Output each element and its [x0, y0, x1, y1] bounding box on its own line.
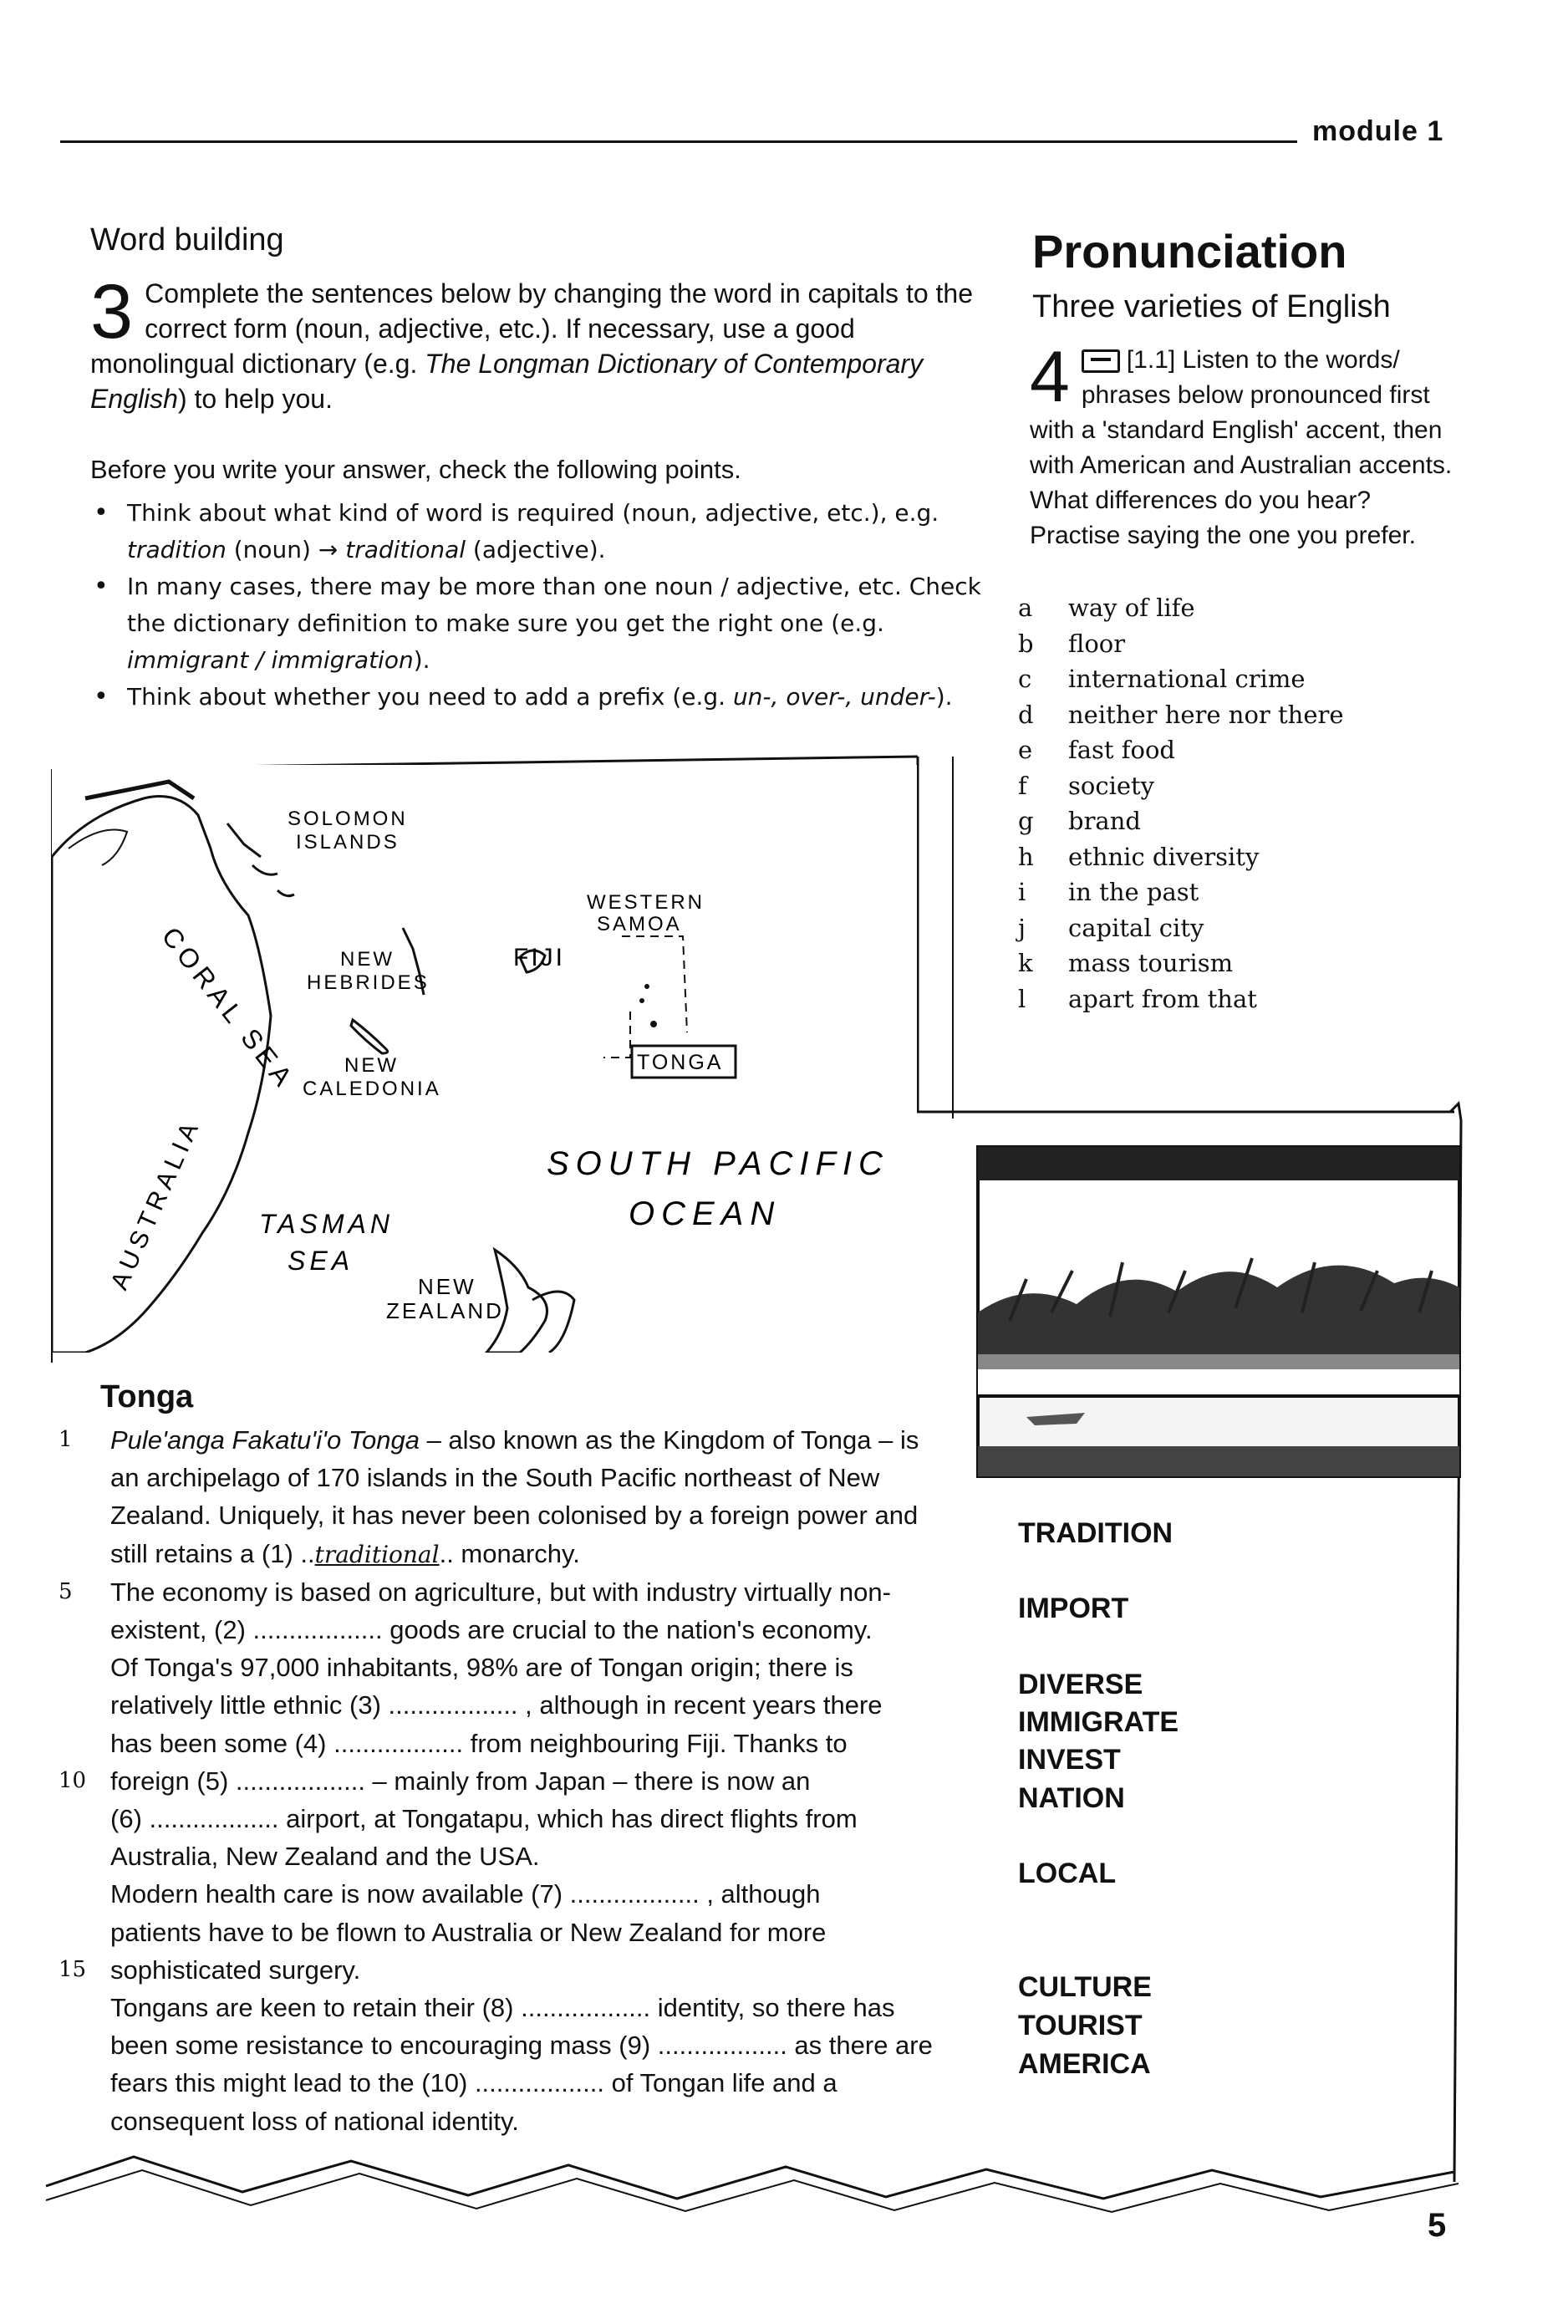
exercise-number: 3: [90, 269, 134, 354]
page-number: 5: [1428, 2207, 1447, 2244]
passage-title: Tonga: [100, 1379, 194, 1414]
map-label-sea: SEA: [288, 1246, 354, 1276]
passage-line: (6) .................. airport, at Tongatapu, which has direct flights from: [110, 1804, 858, 1834]
list-item: [1018, 874, 1344, 910]
checkpoint-item: [90, 679, 993, 716]
list-item: [1018, 803, 1344, 839]
item-text: neither here nor there: [1068, 700, 1344, 729]
capital-word: CULTURE: [1018, 1971, 1152, 2003]
passage-line: consequent loss of national identity.: [110, 2106, 519, 2136]
checkpoint-text: ).: [413, 646, 430, 674]
item-text: mass tourism: [1068, 949, 1234, 977]
item-letter: i: [1018, 878, 1026, 906]
instruction-text-end: ) to help you.: [177, 384, 333, 414]
cassette-icon: [1082, 349, 1120, 373]
passage-line: patients have to be flown to Australia or New Zealand for more: [110, 1917, 827, 1947]
item-letter: k: [1018, 949, 1033, 977]
passage-line: been some resistance to encouraging mass (9) .................. as there are: [110, 2031, 933, 2061]
item-letter: g: [1018, 807, 1034, 835]
passage-line: [59, 1535, 970, 1573]
map-label-samoa: SAMOA: [597, 913, 682, 935]
example-word: un-, over-, under-: [732, 683, 936, 711]
checkpoint-text: In many cases, there may be more than one noun / adjective, etc. Check the dictionary definition to make sure you get the right one (e.g.: [127, 573, 981, 637]
capital-word: IMPORT: [1018, 1593, 1129, 1624]
checkpoint-text: (adjective).: [466, 536, 606, 563]
item-letter: e: [1018, 736, 1033, 764]
tonga-passage: [59, 1413, 970, 2140]
item-letter: f: [1018, 771, 1027, 800]
passage-line: Zealand. Uniquely, it has never been colonised by a foreign power and: [110, 1501, 919, 1531]
item-letter: b: [1018, 629, 1034, 658]
map-label-solomon-islands: ISLANDS: [296, 831, 400, 854]
list-item: [1018, 839, 1344, 875]
checkpoint-item: [90, 495, 993, 568]
map-label-new-caledonia-2: CALEDONIA: [303, 1078, 441, 1100]
capital-word: TOURIST: [1018, 2010, 1143, 2041]
checkpoint-text: ).: [935, 683, 953, 711]
passage-text: foreign (5) .................. – mainly from Japan – there is now an: [110, 1766, 811, 1796]
passage-line: [59, 1951, 970, 1989]
passage-line: an archipelago of 170 islands in the South Pacific northeast of New: [110, 1463, 880, 1493]
capital-word: NATION: [1018, 1782, 1125, 1814]
passage-line: [59, 1421, 970, 1459]
passage-line: existent, (2) .................. goods are crucial to the nation's economy.: [110, 1615, 873, 1645]
checkpoint-text: Think about what kind of word is required (noun, adjective, etc.), e.g.: [127, 499, 939, 527]
item-text: apart from that: [1068, 984, 1257, 1013]
list-item: [1018, 910, 1344, 946]
pronunciation-title: Pronunciation: [1032, 225, 1347, 278]
example-word: traditional: [345, 536, 466, 563]
item-text: society: [1068, 771, 1155, 800]
exercise-4-instruction: [1030, 337, 1464, 553]
tonga-shoreline-photo: [976, 1145, 1461, 1478]
line-number: 5: [59, 1578, 73, 1604]
item-text: ethnic diversity: [1068, 842, 1260, 871]
map-label-south-pacific: SOUTH PACIFIC: [547, 1145, 889, 1182]
header-rule: [60, 140, 1297, 143]
list-item: [1018, 945, 1344, 981]
map-label-fiji: FIJI: [513, 944, 565, 971]
capital-word: LOCAL: [1018, 1858, 1117, 1889]
check-intro: Before you write your answer, check the following points.: [90, 455, 741, 484]
passage-line: fears this might lead to the (10) .................. of Tongan life and a: [110, 2068, 837, 2098]
item-text: capital city: [1068, 913, 1204, 942]
map-label-australia: AUSTRALIA: [105, 1114, 206, 1294]
passage-line: [59, 1573, 970, 1611]
pronunciation-list: [1018, 590, 1344, 1017]
map-label-western: WESTERN: [587, 891, 705, 914]
checkpoint-text: (noun) →: [226, 536, 346, 563]
south-pacific-map: [52, 765, 917, 1353]
item-text: floor: [1068, 629, 1126, 658]
pronunciation-subtitle: Three varieties of English: [1032, 289, 1391, 324]
passage-line: has been some (4) .................. from neighbouring Fiji. Thanks to: [110, 1728, 848, 1758]
item-letter: j: [1018, 913, 1026, 942]
list-item: [1018, 590, 1344, 626]
exercise-3-instruction: [90, 269, 993, 416]
passage-line: Modern health care is now available (7) .................. , although: [110, 1879, 821, 1909]
item-letter: h: [1018, 842, 1034, 871]
exercise-number: 4: [1030, 337, 1070, 417]
map-label-new-hebrides-1: NEW: [340, 948, 395, 971]
capital-word: IMMIGRATE: [1018, 1706, 1179, 1738]
item-text: international crime: [1068, 665, 1306, 693]
example-word: tradition: [127, 536, 227, 563]
track-number: [1.1]: [1126, 346, 1176, 374]
item-letter: c: [1018, 665, 1032, 693]
list-item: [1018, 768, 1344, 804]
list-item: [1018, 732, 1344, 768]
map-label-new-zealand-1: NEW: [418, 1274, 476, 1299]
line-number: 1: [59, 1427, 73, 1452]
dictionary-title: The Longman Dictionary of Contemporary English: [90, 349, 924, 414]
handwritten-answer: traditional: [314, 1540, 440, 1568]
passage-line: Tongans are keen to retain their (8) .................. identity, so there has: [110, 1993, 895, 2023]
passage-text: sophisticated surgery.: [110, 1955, 361, 1985]
map-label-coral-sea: CORAL SEA: [155, 921, 302, 1096]
passage-text: – also known as the Kingdom of Tonga – is: [419, 1425, 919, 1455]
checkpoint-text: Think about whether you need to add a prefix (e.g.: [127, 683, 733, 711]
passage-text: still retains a (1) ..: [110, 1538, 315, 1568]
map-label-ocean: OCEAN: [629, 1195, 781, 1232]
checkpoint-item: [90, 568, 993, 679]
line-number: 15: [59, 1956, 87, 1982]
map-label-tasman: TASMAN: [259, 1209, 394, 1239]
map-label-solomon: SOLOMON: [288, 808, 408, 830]
capital-word: TRADITION: [1018, 1517, 1173, 1549]
tongan-name: Pule'anga Fakatu'i'o Tonga: [110, 1425, 420, 1455]
passage-line: Of Tonga's 97,000 inhabitants, 98% are of Tongan origin; there is: [110, 1653, 853, 1683]
word-building-heading: Word building: [90, 222, 284, 257]
list-item: [1018, 697, 1344, 733]
item-letter: l: [1018, 984, 1026, 1013]
capital-word: AMERICA: [1018, 2048, 1151, 2080]
list-item: [1018, 661, 1344, 697]
map-label-new-caledonia-1: NEW: [344, 1054, 399, 1077]
item-letter: a: [1018, 594, 1033, 622]
list-item: [1018, 981, 1344, 1017]
capital-word: DIVERSE: [1018, 1669, 1143, 1700]
list-item: [1018, 626, 1344, 662]
passage-text: .. monarchy.: [439, 1538, 580, 1568]
passage-line: [59, 1762, 970, 1800]
item-text: in the past: [1068, 878, 1199, 906]
checkpoints: [90, 451, 993, 716]
item-text: fast food: [1068, 736, 1175, 764]
pronunciation-instruction: Listen to the words/ phrases below pronounced first with a 'standard English' accent, then with American and Australian accents. What differences do you hear? Practise saying the one you prefer.: [1030, 346, 1453, 549]
line-number: 10: [59, 1767, 87, 1793]
passage-line: relatively little ethnic (3) .................. , although in recent years there: [110, 1690, 883, 1720]
item-text: way of life: [1068, 594, 1195, 622]
passage-text: The economy is based on agriculture, but with industry virtually non-: [110, 1577, 891, 1607]
passage-line: Australia, New Zealand and the USA.: [110, 1842, 540, 1872]
map-label-new-zealand-2: ZEALAND: [386, 1298, 504, 1323]
instruction-text: Complete the sentences below by changing the word in capitals to the correct form (noun, adjective, etc.). If necessary, use a good monolingual dictionary (e.g.: [90, 278, 973, 379]
capital-word: INVEST: [1018, 1744, 1121, 1776]
example-word: immigrant / immigration: [127, 646, 414, 674]
map-label-new-hebrides-2: HEBRIDES: [307, 971, 430, 994]
item-letter: d: [1018, 700, 1034, 729]
map-label-tonga: TONGA: [637, 1051, 724, 1074]
item-text: brand: [1068, 807, 1141, 835]
module-label: module 1: [1312, 115, 1444, 147]
